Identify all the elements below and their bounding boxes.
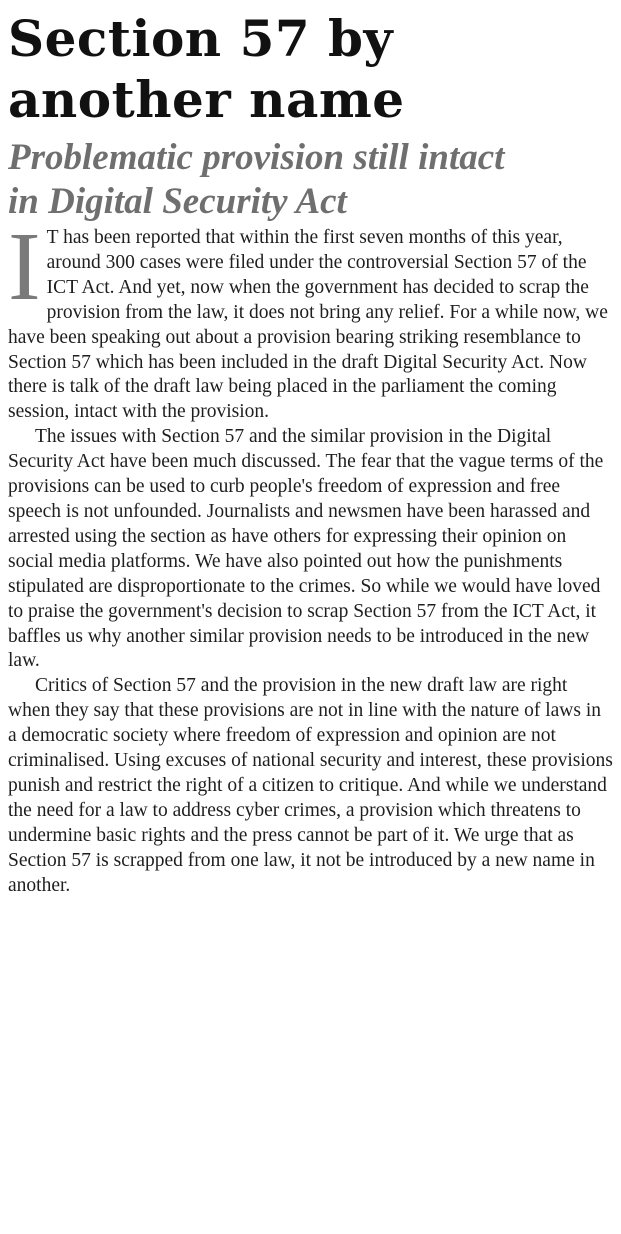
paragraph-2: The issues with Section 57 and the similar provision in the Digital Security Act have been much discussed. The fear that the vague terms of the provisions can be used to curb people's freedom of expression and free speech is not unfounded. Journalists and newsmen have been harassed and arrested using the section as have others for expressing their opinion on social media platforms. We have also pointed out how the punishments stipulated are disproportionate to the crimes. So while we would have loved to praise the government's decision to scrap Section 57 from the ICT Act, it baffles us why another similar provision needs to be introduced in the new law. [8,426,604,672]
paragraph-1 [8,213,613,425]
drop-cap: I [8,213,41,321]
subheadline: Problematic provision still intact in Digital Security Act [8,137,505,222]
paragraph-1-text: T has been reported that within the first seven months of this year, around 300 cases were filed under the controversial Section 57 of the ICT Act. And yet, now when the government has decided to scrap the provision from the law, it does not bring any relief. For a while now, we have been speaking out about a provision bearing striking resemblance to Section 57 which has been included in the draft Digital Security Act. Now there is talk of the draft law being placed in the parliament the coming session, intact with the provision. [8,227,608,423]
headline: Section 57 by another name [8,9,405,129]
paragraph-3: Critics of Section 57 and the provision in the new draft law are right when they say that these provisions are not in line with the nature of laws in a democratic society where freedom of expression and opinion are not criminalised. Using excuses of national security and interest, these provisions punish and restrict the right of a citizen to critique. And while we understand the need for a law to address cyber crimes, a provision which threatens to undermine basic rights and the press cannot be part of it. We urge that as Section 57 is scrapped from one law, it not be introduced by a new name in another. [8,675,613,896]
article-body [8,213,613,898]
